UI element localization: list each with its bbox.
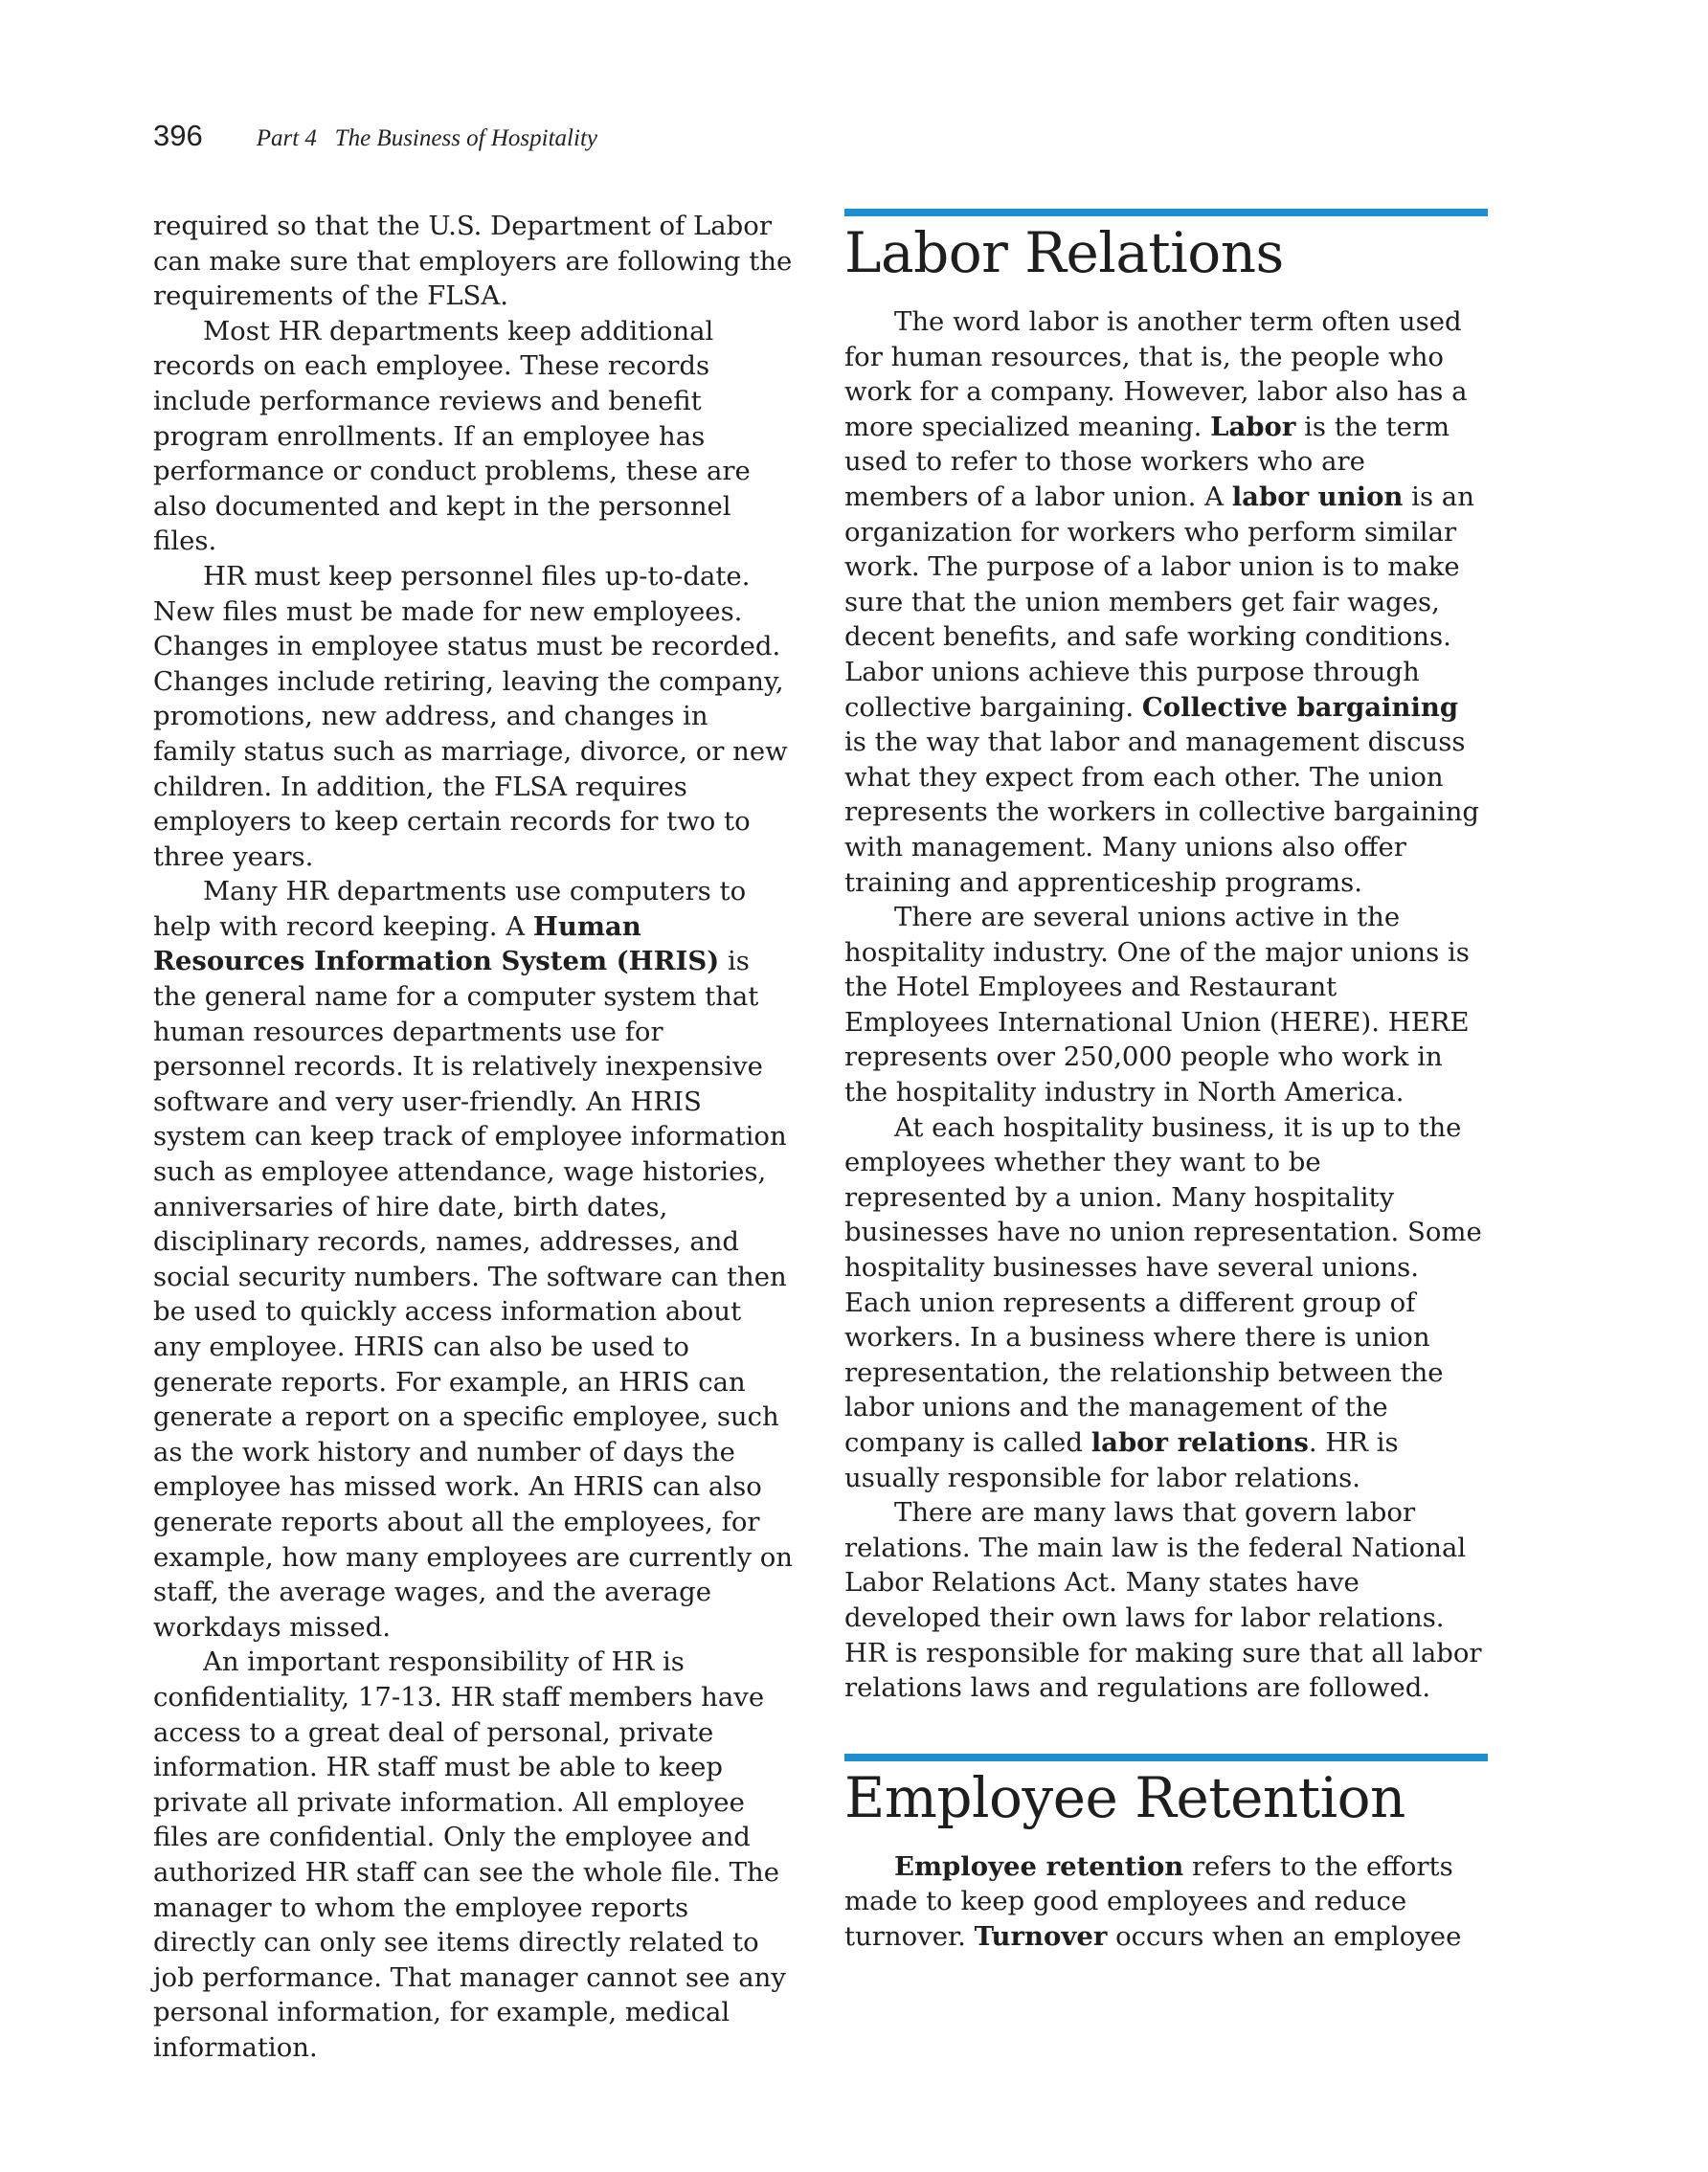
paragraph: required so that the U.S. Department of Labor can make sure that employers are following the requirements of the FLSA. [153,211,793,312]
page-number: 396 [153,119,203,152]
text-run: occurs when an employee [1107,1920,1462,1952]
text-run: is the term used to refer to those workers who are members of a labor union. A [844,411,1450,512]
left-column [153,209,795,2065]
paragraph: There are many laws that govern labor relations. The main law is the federal National Labor Relations Act. Many states have developed their own laws for labor relations. HR is responsible for making sure that all labor relations laws and regulations are followed. [844,1497,1482,1704]
paragraph [844,304,1488,900]
paragraph: There are several unions active in the hospitality industry. One of the major unions is the Hotel Employees and Restaurant Employees International Union (HERE). HERE represents over 250,000 people who work in the hospitality industry in North America. [844,902,1470,1108]
paragraph [153,874,795,1645]
paragraph [844,1849,1488,1955]
text-run: The word labor is another term often used for human resources, that is, the people who work for a company. However, labor also has a more specialized meaning. [844,306,1468,442]
text-run: refers to the efforts made to keep good employees and reduce turnover. [844,1850,1453,1952]
running-head: Part 4 The Business of Hospitality [256,125,597,151]
text-run: At each hospitality business, it is up to the employees whether they want to be represented by a union. Many hospitality businesses have no union representation. Some hospitality businesses have several unions. Each union represents a different group of workers. In a business where there is union representation, the relationship between the labor unions and the management of the company is called [844,1111,1482,1458]
text-run: Many HR departments use computers to help with record keeping. A [153,876,747,942]
paragraph: An important responsibility of HR is confidentiality, 17-13. HR staff members have access to a great deal of personal, private information. HR staff must be able to keep private all private information. All employee files are confidential. Only the employee and authorized HR staff can see the whole file. The manager to whom the employee reports directly can only see items directly related to job performance. That manager cannot see any personal information, for example, medical information. [153,1646,786,2063]
section-heading: Labor Relations [844,220,1284,285]
page-header [153,119,597,167]
key-term: Turnover [974,1920,1108,1952]
section-rule [844,209,1488,216]
section-rule [844,1754,1488,1761]
text-run: is the way that labor and management discuss what they expect from each other. The union represents the workers in collective bargaining with management. Many unions also offer training and apprenticeship programs. [844,727,1480,898]
text-run: . HR is usually responsible for labor relations. [844,1427,1399,1493]
key-term: Employee retention [894,1850,1184,1882]
key-term: Labor [1210,411,1296,442]
paragraph [844,1110,1488,1496]
key-term: Human Resources Information System (HRIS) [153,910,720,977]
right-column [844,209,1488,1955]
section-heading: Employee Retention [844,1764,1405,1830]
key-term: Collective bargaining [1141,691,1459,723]
text-run: is the general name for a computer system that human resources departments use for personnel records. It is relatively inexpensive software and very user-friendly. An HRIS system can keep track of employee information such as employee attendance, wage histories, anniversaries of hire date, birth dates, disciplinary records, names, addresses, and social security numbers. The software can then be used to quickly access information about any employee. HRIS can also be used to generate reports. For example, an HRIS can generate a report on a specific employee, such as the work history and number of days the employee has missed work. An HRIS can also generate reports about all the employees, for example, how many employees are currently on staff, the average wages, and the average workdays missed. [153,946,794,1643]
key-term: labor union [1231,481,1404,512]
paragraph: Most HR departments keep additional records on each employee. These records include performance reviews and benefit program enrollments. If an employee has performance or conduct problems, these are also documented and kept in the personnel files. [153,315,751,557]
key-term: labor relations [1090,1427,1309,1458]
paragraph: HR must keep personnel files up-to-date. New files must be made for new employees. Changes in employee status must be recorded. Changes include retiring, leaving the company, promotions, new address, and changes in family status such as marriage, divorce, or new children. In addition, the FLSA requires employers to keep certain records for two to three years. [153,560,788,872]
text-run: is an organization for workers who perform similar work. The purpose of a labor union is to make sure that the union members get fair wages, decent benefits, and safe working conditions. Labor unions achieve this purpose through collective bargaining. [844,481,1474,723]
